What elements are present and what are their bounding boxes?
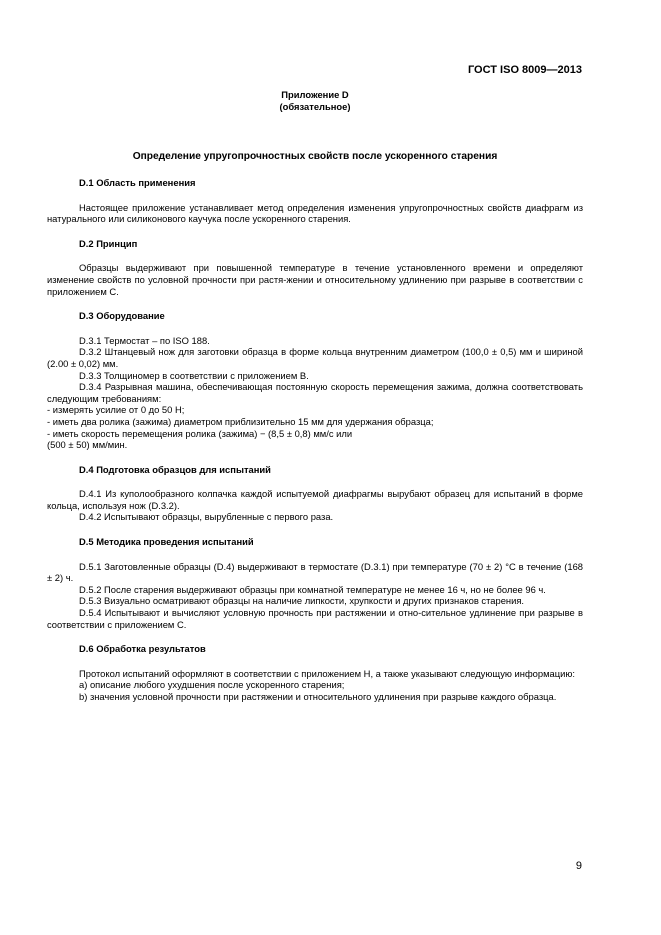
list-item-a: а) описание любого ухудшения после ускоренного старения; — [79, 679, 345, 691]
annex-title: Определение упругопрочностных свойств после ускоренного старения — [132, 151, 498, 162]
requirement-item: - измерять усилие от 0 до 50 Н; — [47, 404, 185, 416]
clause-d4-2: D.4.2 Испытывают образцы, вырубленные с первого раза. — [79, 511, 334, 523]
section-d1-text: Настоящее приложение устанавливает метод определения изменения упругопрочностных свойств диафрагм из натурального или силиконового каучука после ускоренного старения. — [47, 201, 583, 225]
section-d2-heading: D.2 Принцип — [79, 237, 138, 249]
section-d5-heading: D.5 Методика проведения испытаний — [79, 536, 254, 548]
standard-designation: ГОСТ ISO 8009—2013 — [467, 64, 582, 76]
requirement-item: - иметь скорость перемещения ролика (зажима) − (8,5 ± 0,8) мм/с или — [47, 427, 353, 439]
clause-d3-4: D.3.4 Разрывная машина, обеспечивающая постоянную скорость перемещения зажима, должна соответствовать следующим требованиям: — [47, 381, 583, 404]
section-d2-text: Образцы выдерживают при повышенной температуре в течение установленного времени и определяют изменение свойств по условной прочности при растя-жении и относительному удлинению при разрыве в соответствии с приложением C. — [47, 262, 583, 297]
section-d1-heading: D.1 Область применения — [79, 177, 196, 188]
clause-d6-text: Протокол испытаний оформляют в соответствии с приложением H, а также указывают следующую информацию: — [79, 667, 575, 679]
page-number: 9 — [575, 860, 582, 872]
requirement-item: (500 ± 50) мм/мин. — [47, 439, 128, 451]
document-body — [47, 177, 583, 703]
clause-d3-3: D.3.3 Толщиномер в соответствии с приложением B. — [79, 369, 309, 381]
clause-d5-1: D.5.1 Заготовленные образцы (D.4) выдерживают в термостате (D.3.1) при температуре (70 ± 2) °С в течение (168 ± 2) ч. — [47, 560, 583, 584]
clause-d5-2: D.5.2 После старения выдерживают образцы при комнатной температуре не менее 16 ч, но не более 96 ч. — [79, 583, 546, 595]
clause-d3-2: D.3.2 Штанцевый нож для заготовки образца в форме кольца внутренним диаметром (100,0 ± 0,5) мм и шириной (2.00 ± 0,02) мм. — [47, 346, 583, 369]
clause-d3-1: D.3.1 Термостат – по ISO 188. — [79, 334, 210, 346]
clause-d5-4: D.5.4 Испытывают и вычисляют условную прочность при растяжении и отно-сительное удлинение при разрыве в соответствии с приложением C. — [47, 607, 583, 630]
section-d4-heading: D.4 Подготовка образцов для испытаний — [79, 463, 271, 475]
clause-d4-1: D.4.1 Из куполообразного колпачка каждой испытуемой диафрагмы вырубают образец для испытаний в форме кольца, используя нож (D.3.2). — [47, 488, 583, 511]
section-d3-heading: D.3 Оборудование — [79, 310, 165, 322]
requirement-item: - иметь два ролика (зажима) диаметром приблизительно 15 мм для удержания образца; — [47, 415, 434, 427]
annex-label: Приложение D — [281, 89, 349, 100]
clause-d5-3: D.5.3 Визуально осматривают образцы на наличие липкости, хрупкости и других признаков старения. — [79, 595, 525, 607]
annex-status: (обязательное) — [279, 101, 351, 112]
section-d6-heading: D.6 Обработка результатов — [79, 643, 206, 655]
list-item-b: b) значения условной прочности при растяжении и относительного удлинения при разрыве каждого образца. — [79, 691, 557, 702]
